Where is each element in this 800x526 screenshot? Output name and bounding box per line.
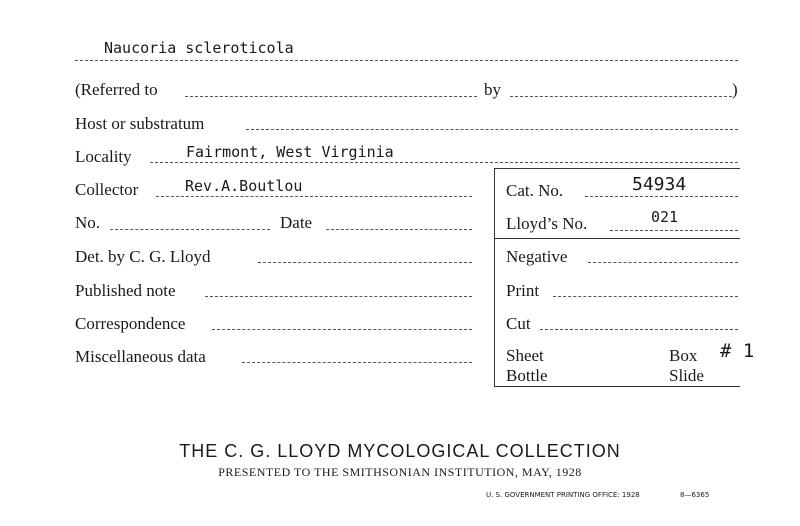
cat-value: 54934 — [632, 174, 687, 195]
cut-label: Cut — [506, 314, 531, 333]
no-label: No. — [75, 213, 101, 232]
locality-value: Fairmont, West Virginia — [186, 143, 394, 161]
collector-value: Rev.A.Boutlou — [185, 177, 303, 195]
box-divider — [494, 238, 740, 239]
misc-label: Miscellaneous data — [75, 347, 206, 366]
det-line — [258, 262, 472, 263]
host-label: Host or substratum — [75, 114, 205, 133]
bottle-label: Bottle — [506, 366, 548, 385]
misc-line — [242, 362, 472, 363]
lloyd-label: Lloyd’s No. — [506, 214, 588, 233]
footer-subtitle: PRESENTED TO THE SMITHSONIAN INSTITUTION, MAY, 1928 — [218, 465, 582, 479]
sheet-label: Sheet — [506, 346, 544, 365]
cat-label: Cat. No. — [506, 181, 564, 200]
published-label: Published note — [75, 281, 176, 300]
negative-line — [588, 262, 738, 263]
box-bottom-border — [494, 386, 740, 387]
published-line — [205, 296, 472, 297]
negative-label: Negative — [506, 247, 568, 266]
correspondence-line — [212, 329, 472, 330]
footer-title: THE C. G. LLOYD MYCOLOGICAL COLLECTION — [179, 441, 621, 461]
box-top-border — [494, 168, 740, 169]
box-left-border — [494, 168, 495, 386]
referred-to-line — [185, 96, 477, 97]
locality-line — [150, 162, 738, 163]
date-label: Date — [280, 213, 313, 232]
species-name: Naucoria scleroticola — [104, 39, 294, 57]
correspondence-label: Correspondence — [75, 314, 186, 333]
det-label: Det. by C. G. Lloyd — [75, 247, 211, 266]
cut-line — [540, 329, 738, 330]
host-line — [246, 129, 738, 130]
collector-line — [156, 196, 472, 197]
print-line — [553, 296, 738, 297]
print-label: Print — [506, 281, 540, 300]
locality-label: Locality — [75, 147, 132, 166]
by-line — [510, 96, 732, 97]
date-line — [326, 229, 472, 230]
lloyd-line — [610, 230, 738, 231]
species-line — [75, 60, 738, 61]
collector-label: Collector — [75, 180, 139, 199]
slide-label: Slide — [669, 366, 704, 385]
cat-line — [585, 196, 738, 197]
by-label: by — [484, 80, 501, 99]
box-label: Box — [669, 346, 698, 365]
referred-to-label: (Referred to — [75, 80, 158, 99]
lloyd-value: 021 — [651, 208, 679, 226]
no-line — [110, 229, 270, 230]
close-paren: ) — [732, 80, 738, 99]
form-number: 8—6365 — [680, 491, 710, 499]
box-value: # 1 — [720, 340, 755, 362]
printing-office: U. S. GOVERNMENT PRINTING OFFICE: 1928 — [486, 491, 640, 499]
